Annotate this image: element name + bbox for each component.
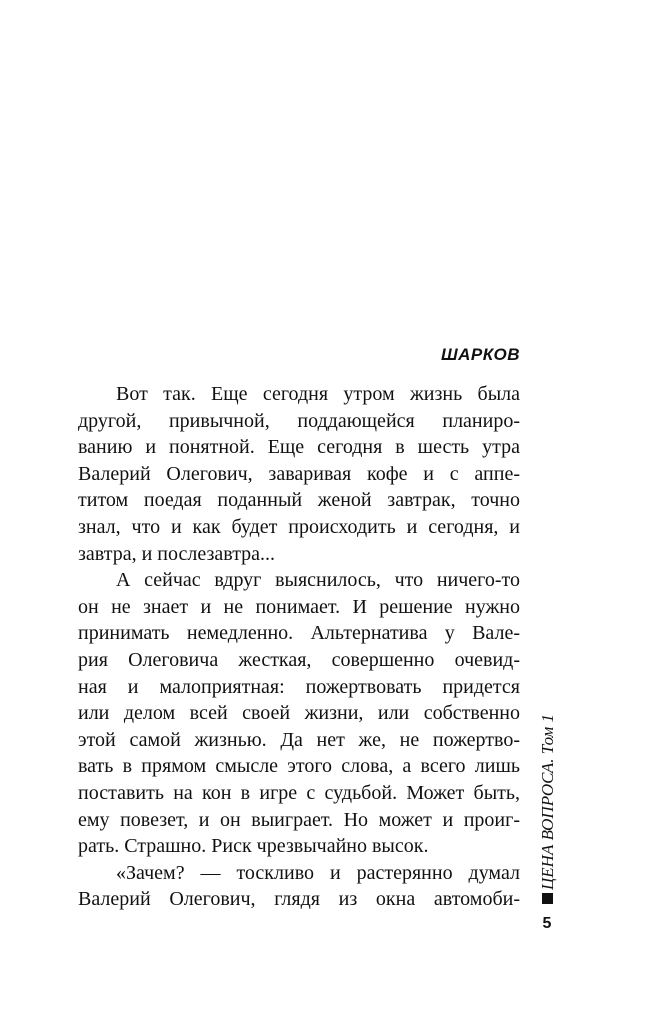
running-title: ЦЕНА ВОПРОСА. Том 1 bbox=[538, 713, 557, 890]
running-title-container bbox=[530, 660, 566, 910]
text-line: знал, что и как будет происходить и сегодня, и bbox=[78, 515, 520, 538]
text-line: другой, привычной, поддающейся планиро- bbox=[78, 409, 520, 432]
text-line: Валерий Олегович, заваривая кофе и с аппе- bbox=[78, 462, 520, 485]
page-number: 5 bbox=[542, 915, 552, 932]
text-line: поставить на кон в игре с судьбой. Может быть, bbox=[78, 781, 520, 804]
body-text bbox=[78, 381, 520, 913]
text-line: завтра, и послезавтра... bbox=[78, 542, 276, 565]
text-line: рия Олеговича жесткая, совершенно очевид- bbox=[78, 648, 520, 671]
text-line: этой самой жизнью. Да нет же, не пожертво- bbox=[78, 728, 520, 751]
chapter-heading: ШАРКОВ bbox=[441, 345, 520, 364]
text-line: ванию и понятной. Еще сегодня в шесть утра bbox=[78, 436, 520, 459]
square-marker-icon bbox=[542, 893, 553, 904]
text-line: Валерий Олегович, глядя из окна автомоби- bbox=[78, 888, 520, 911]
text-line: вать в прямом смысле этого слова, а всего лишь bbox=[78, 755, 520, 778]
text-line: А сейчас вдруг выяснилось, что ничего-то bbox=[116, 569, 520, 592]
text-line: он не знает и не понимает. И решение нужно bbox=[78, 595, 520, 618]
text-line: ная и малоприятная: пожертвовать придется bbox=[78, 675, 520, 698]
text-line: принимать немедленно. Альтернатива у Вале- bbox=[78, 622, 520, 645]
text-line: «Зачем? — тоскливо и растерянно думал bbox=[116, 861, 520, 884]
text-line: ему повезет, и он выиграет. Но может и проиг- bbox=[78, 808, 520, 831]
text-line: рать. Страшно. Риск чрезвычайно высок. bbox=[78, 835, 429, 858]
text-line: Вот так. Еще сегодня утром жизнь была bbox=[116, 383, 520, 405]
text-line: титом поедая поданный женой завтрак, точно bbox=[78, 489, 520, 512]
text-line: или делом всей своей жизни, или собственно bbox=[78, 702, 520, 725]
